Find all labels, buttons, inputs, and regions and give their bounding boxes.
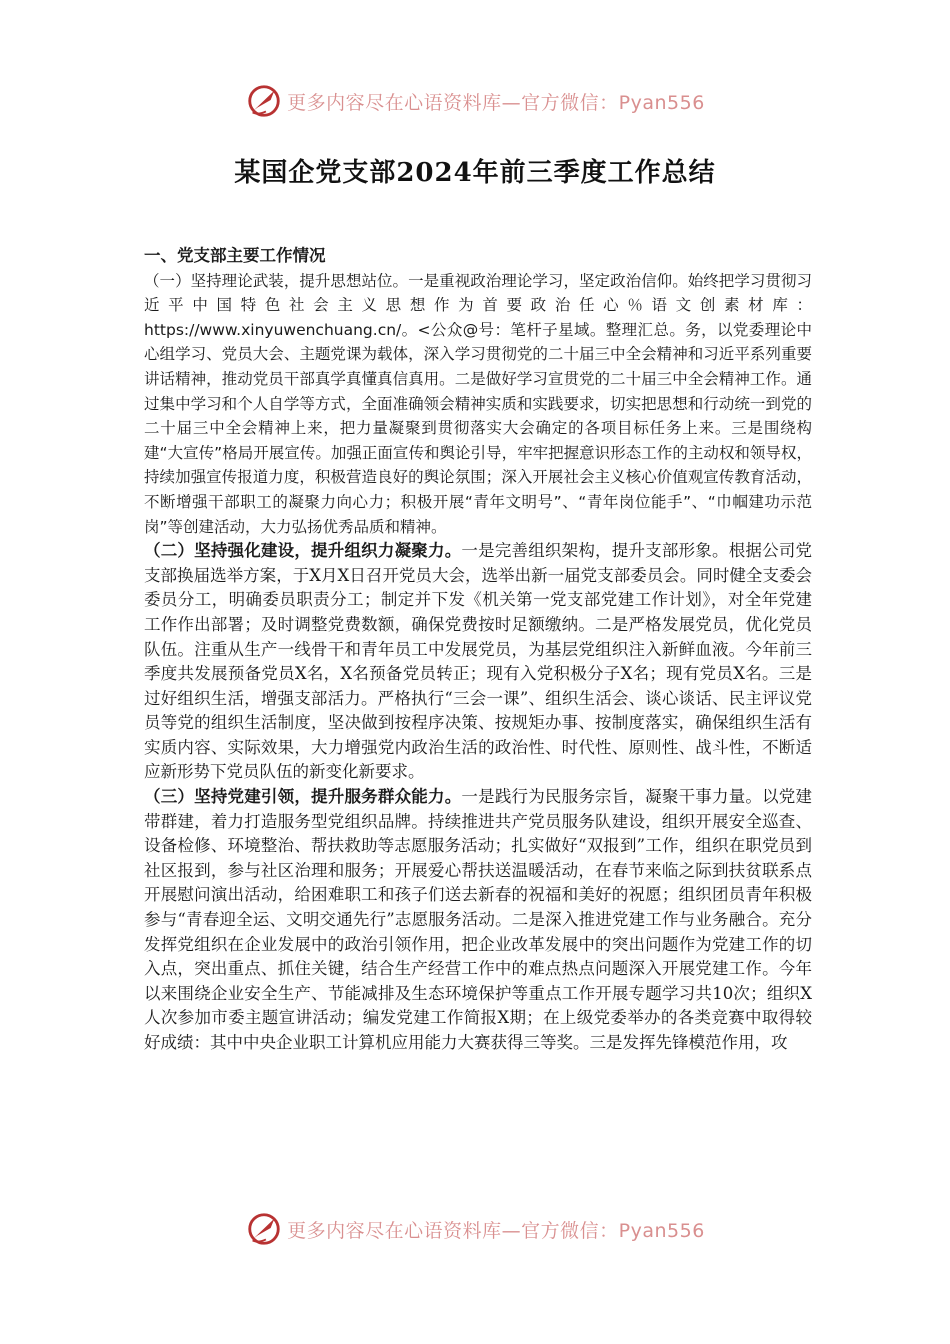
header-banner	[0, 80, 950, 122]
paragraph-2-lead: （二）坚持强化建设，提升组织力凝聚力。	[144, 541, 462, 561]
scroll-quill-logo-icon	[245, 82, 283, 120]
banner-text: 更多内容尽在心语资料库—官方微信：Pyan556	[287, 1219, 705, 1242]
paragraph-2	[144, 539, 812, 785]
paragraph-1-body: 一是重视政治理论学习，坚定政治信仰。始终把学习贯彻习近平中国特色社会主义思想作为首要政治任心％语文创素材库：https://www.xinyuwenchuang.cn/。<公众@号：笔杆子星域。整理汇总。务，以党委理论中心组学习、党员大会、主题党课为载体，深入学习贯彻党的二十届三中全会精神和习近平系列重要讲话精神，推动党员干部真学真懂真信真用。二是做好学习宣贯党的二十届三中全会精神工作。通过集中学习和个人自学等方式，全面准确领会精神实质和实践要求，切实把思想和行动统一到党的二十届三中全会精神上来，把力量凝聚到贯彻落实大会确定的各项目标任务上来。三是围绕构建“大宣传”格局开展宣传。加强正面宣传和舆论引导，牢牢把握意识形态工作的主动权和领导权，持续加强宣传报道力度，积极营造良好的舆论氛围；深入开展社会主义核心价值观宣传教育活动，不断增强干部职工的凝聚力向心力；积极开展“青年文明号”、“青年岗位能手”、“巾帼建功示范岗”等创建活动，大力弘扬优秀品质和精神。	[144, 271, 812, 536]
document-title: 某国企党支部2024年前三季度工作总结	[234, 158, 716, 188]
footer-banner	[0, 1208, 950, 1250]
paragraph-1-lead: （一）坚持理论武装，提升思想站位。	[144, 271, 409, 290]
paragraph-3	[144, 785, 812, 1056]
document-body	[144, 244, 812, 1056]
paragraph-3-body: 一是践行为民服务宗旨，凝聚干事力量。以党建带群建，着力打造服务型党组织品牌。持续推进共产党员服务队建设，组织开展安全巡查、设备检修、环境整治、帮扶救助等志愿服务活动；扎实做好“双报到”工作，组织在职党员到社区报到，参与社区治理和服务；开展爱心帮扶送温暖活动，在春节来临之际到扶贫联系点开展慰问演出活动，给困难职工和孩子们送去新春的祝福和美好的祝愿；组织团员青年积极参与“青春迎全运、文明交通先行”志愿服务活动。二是深入推进党建工作与业务融合。充分发挥党组织在企业发展中的政治引领作用，把企业改革发展中的突出问题作为党建工作的切入点，突出重点、抓住关键，结合生产经营工作中的难点热点问题深入开展党建工作。今年以来围绕企业安全生产、节能减排及生态环境保护等重点工作开展专题学习共10次；组织X人次参加市委主题宣讲活动；编发党建工作简报X期；在上级党委举办的各类竞赛中取得较好成绩：其中中央企业职工计算机应用能力大赛获得三等奖。三是发挥先锋模范作用，攻	[144, 787, 813, 1052]
section-heading: 一、党支部主要工作情况	[144, 246, 326, 265]
paragraph-3-lead: （三）坚持党建引领，提升服务群众能力。	[144, 787, 462, 807]
paragraph-1	[144, 269, 812, 540]
scroll-quill-logo-icon	[245, 1210, 283, 1248]
banner-text: 更多内容尽在心语资料库—官方微信：Pyan556	[287, 91, 705, 114]
paragraph-2-body: 一是完善组织架构，提升支部形象。根据公司党支部换届选举方案，于X月X日召开党员大会，选举出新一届党支部委员会。同时健全支委会委员分工，明确委员职责分工；制定并下发《机关第一党支部党建工作计划》，对全年党建工作作出部署；及时调整党费数额，确保党费按时足额缴纳。二是严格发展党员，优化党员队伍。注重从生产一线骨干和青年员工中发展党员，为基层党组织注入新鲜血液。今年前三季度共发展预备党员X名，X名预备党员转正；现有入党积极分子X名；现有党员X名。三是过好组织生活，增强支部活力。严格执行“三会一课”、组织生活会、谈心谈话、民主评议党员等党的组织生活制度，坚决做到按程序决策、按规矩办事、按制度落实，确保组织生活有实质内容、实际效果，大力增强党内政治生活的政治性、时代性、原则性、战斗性，不断适应新形势下党员队伍的新变化新要求。	[144, 541, 813, 782]
